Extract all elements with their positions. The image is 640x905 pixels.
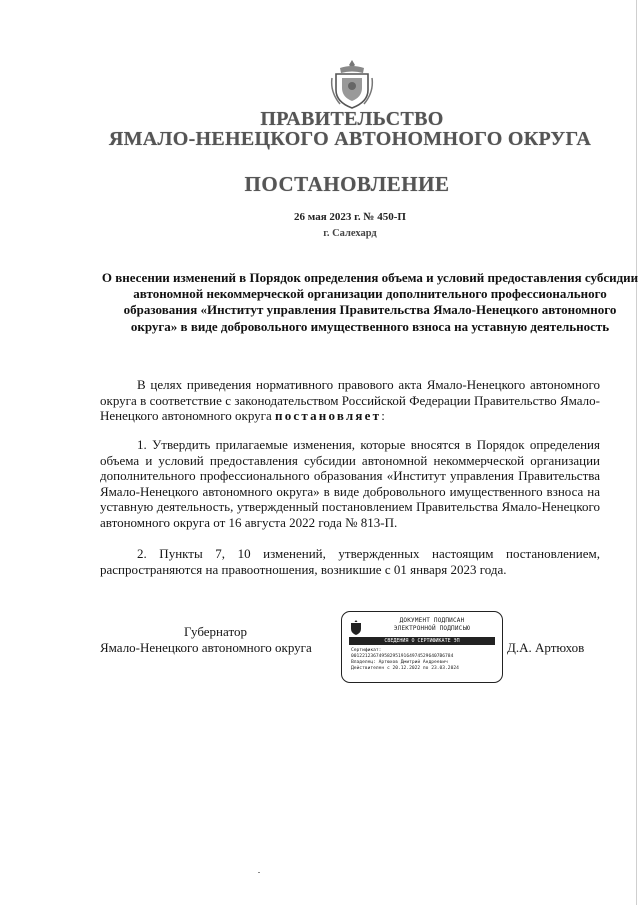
preamble-keyword: постановляет (275, 408, 382, 424)
stamp-cert-label: Сертификат: (351, 648, 382, 653)
item-2-paragraph: 2. Пункты 7, 10 изменений, утвержденных настоящим постановлением, распространяются на правоотношения, возникшие с 01 января 2023 года. (100, 546, 600, 577)
stamp-cert-number: 00122123674958295191649745296407B6784 (351, 654, 454, 659)
stamp-cert-header: СВЕДЕНИЯ О СЕРТИФИКАТЕ ЭП (349, 637, 495, 645)
coat-of-arms-icon (330, 58, 374, 110)
signatory-role-title: Губернатор (184, 624, 247, 639)
document-subject: О внесении изменений в Порядок определения объема и условий предоставления субсидии автономной некоммерческой организации дополнительного профессионального образования «Институт управления Правительства Ямало-Ненецкого автономного округа» в виде добровольного имущественного взноса на уставную деятельность (101, 270, 639, 334)
document-type: ПОСТАНОВЛЕНИЕ (244, 172, 450, 196)
document-city: г. Салехард (323, 228, 377, 239)
document-date-number: 26 мая 2023 г. № 450-П (294, 211, 406, 223)
scan-mark (258, 872, 260, 873)
stamp-validity: Действителен с 20.12.2022 по 23.03.2024 (351, 666, 459, 671)
preamble-end: : (381, 408, 385, 424)
stamp-emblem-icon (350, 620, 362, 635)
stamp-title-line2: ЭЛЕКТРОННОЙ ПОДПИСЬЮ (393, 624, 471, 632)
electronic-signature-stamp (341, 611, 503, 683)
item-1-paragraph: 1. Утвердить прилагаемые изменения, которые вносятся в Порядок определения объема и условий предоставления субсидии автономной некоммерческой организации дополнительного профессионального образования «Институт управления Правительства Ямало-Ненецкого автономного округа» в виде добровольного имущественного взноса на уставную деятельность, утвержденный постановлением Правительства Ямало-Ненецкого автономного округа от 16 августа 2022 года № 813-П. (100, 437, 600, 530)
signatory-role (100, 624, 340, 656)
preamble-text: В целях приведения нормативного правового акта Ямало-Ненецкого автономного округа в соответствие с законодательством Российской Федерации Правительство Ямало-Ненецкого автономного округа (100, 377, 600, 424)
preamble-paragraph (100, 377, 600, 424)
government-region: ЯМАЛО-НЕНЕЦКОГО АВТОНОМНОГО ОКРУГА (108, 128, 592, 150)
signatory-name: Д.А. Артюхов (507, 640, 585, 655)
stamp-title-line1: ДОКУМЕНТ ПОДПИСАН (399, 617, 465, 624)
government-title: ПРАВИТЕЛЬСТВО (260, 108, 444, 130)
stamp-owner: Владелец: Артюхов Дмитрий Андреевич (351, 660, 448, 665)
signatory-role-region: Ямало-Ненецкого автономного округа (100, 640, 312, 655)
stamp-title (366, 617, 498, 632)
